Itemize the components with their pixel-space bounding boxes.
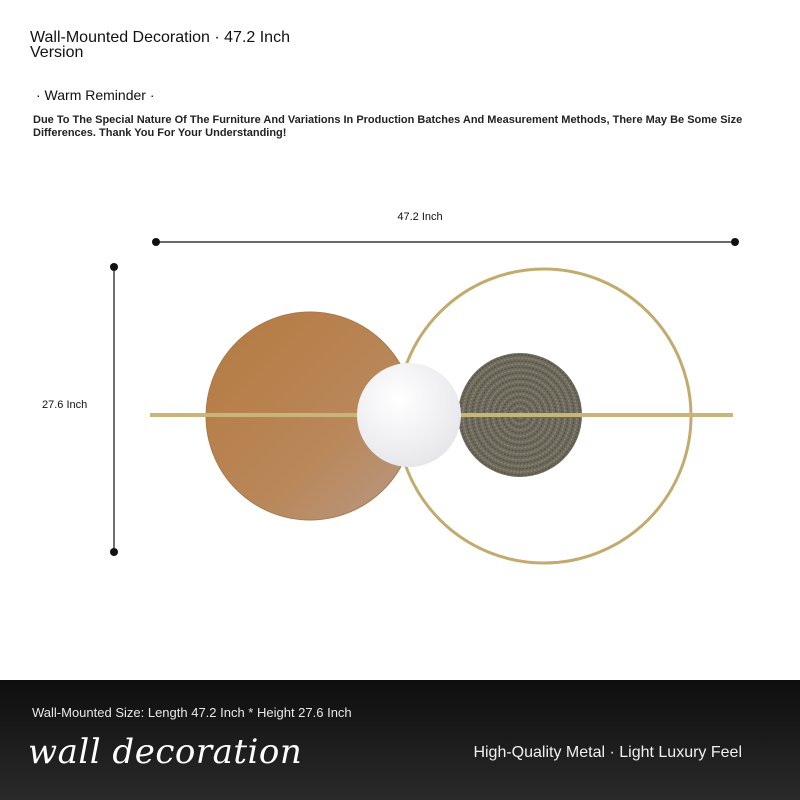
footer-brand-text: wall decoration <box>28 732 303 772</box>
footer-tagline: High-Quality Metal · Light Luxury Feel <box>473 744 742 761</box>
footer-size-text: Wall-Mounted Size: Length 47.2 Inch * Height 27.6 Inch <box>32 705 352 720</box>
width-dimension-line <box>152 238 739 246</box>
warm-reminder-text: Due To The Special Nature Of The Furniture And Variations In Production Batches And Measurement Methods, There May Be Some Size Differences. Thank You For Your Understanding! <box>33 114 743 139</box>
width-dimension-label: 47.2 Inch <box>397 211 443 223</box>
white-disc <box>357 363 461 467</box>
warm-reminder-heading: · Warm Reminder · <box>36 87 155 103</box>
page-title: Wall-Mounted Decoration · 47.2 Inch Version <box>30 29 290 61</box>
footer-banner <box>0 680 800 800</box>
height-dimension-line <box>110 263 118 556</box>
height-dimension-label: 27.6 Inch <box>42 399 88 411</box>
